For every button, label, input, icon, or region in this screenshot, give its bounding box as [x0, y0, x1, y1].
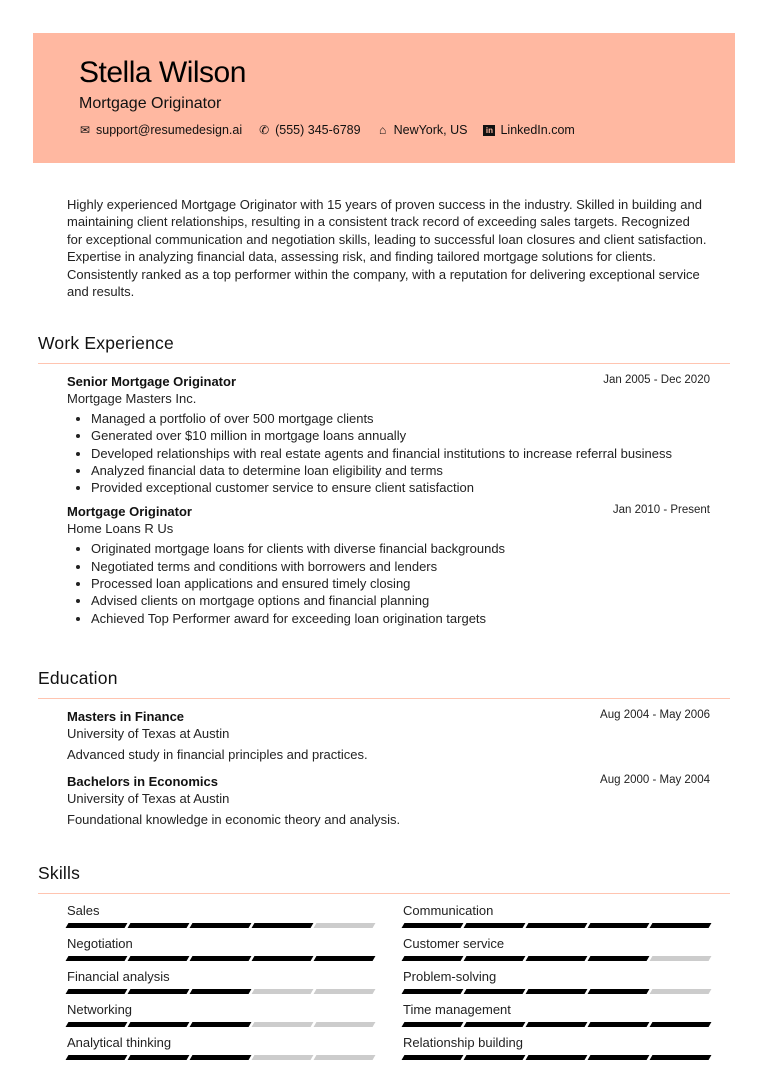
skill-name: Sales — [67, 903, 100, 918]
skill-segment-filled — [66, 989, 128, 994]
skill-segment-filled — [526, 1022, 588, 1027]
home-icon: ⌂ — [378, 123, 387, 137]
candidate-name: Stella Wilson — [79, 56, 246, 89]
phone-icon: ✆ — [259, 123, 270, 137]
work-entry — [67, 374, 730, 496]
skill-item — [67, 969, 403, 994]
skill-item — [67, 903, 403, 928]
skill-segment-filled — [128, 923, 190, 928]
skill-item — [403, 903, 739, 928]
skill-segment-filled — [464, 1055, 526, 1060]
skill-segment-filled — [252, 956, 314, 961]
skill-segment-filled — [526, 923, 588, 928]
contact-location — [377, 123, 468, 137]
skill-segment-filled — [190, 989, 252, 994]
contact-email[interactable] — [79, 123, 242, 137]
skill-segment-filled — [650, 923, 712, 928]
education-description: Foundational knowledge in economic theory and analysis. — [67, 812, 401, 827]
skill-segment-filled — [66, 1022, 128, 1027]
section-heading: Skills — [38, 863, 730, 894]
education-entry — [67, 774, 730, 827]
skill-segment-filled — [650, 1022, 712, 1027]
contact-text: NewYork, US — [393, 123, 468, 137]
job-dates: Jan 2005 - Dec 2020 — [603, 374, 710, 386]
skill-level-bar — [67, 1055, 403, 1060]
skill-level-bar — [67, 989, 403, 994]
skill-segment-empty — [314, 1022, 376, 1027]
bullet-item: • Negotiated terms and conditions with borrowers and lenders — [91, 558, 730, 575]
skill-segment-filled — [402, 923, 464, 928]
degree: Masters in Finance — [67, 709, 185, 724]
company-name: Mortgage Masters Inc. — [67, 391, 197, 406]
education-dates: Aug 2004 - May 2006 — [600, 709, 710, 721]
skill-segment-filled — [588, 956, 650, 961]
contact-list — [79, 123, 735, 137]
job-title: Mortgage Originator — [67, 504, 192, 520]
school-name: University of Texas at Austin — [67, 791, 230, 806]
skill-segment-empty — [650, 989, 712, 994]
education-section — [38, 668, 730, 827]
skill-segment-filled — [402, 1055, 464, 1060]
school-name: University of Texas at Austin — [67, 726, 230, 741]
bullet-item: • Provided exceptional customer service to ensure client satisfaction — [91, 479, 730, 496]
skills-section — [38, 863, 730, 1060]
skill-segment-filled — [128, 989, 190, 994]
envelope-icon: ✉ — [79, 123, 91, 137]
skill-level-bar — [67, 1022, 403, 1027]
education-description: Advanced study in financial principles and practices. — [67, 747, 368, 762]
skill-level-bar — [67, 956, 403, 961]
skill-name: Customer service — [403, 936, 505, 951]
skill-name: Time management — [403, 1002, 511, 1017]
skill-segment-empty — [314, 923, 376, 928]
resume-header — [33, 33, 735, 163]
work-entry — [67, 504, 730, 626]
skill-segment-empty — [314, 989, 376, 994]
skill-segment-filled — [190, 1022, 252, 1027]
skill-segment-filled — [464, 989, 526, 994]
skill-segment-filled — [66, 1055, 128, 1060]
skill-level-bar — [403, 956, 739, 961]
skill-segment-empty — [314, 1055, 376, 1060]
education-dates: Aug 2000 - May 2004 — [600, 774, 710, 786]
skill-item — [67, 1035, 403, 1060]
candidate-title: Mortgage Originator — [79, 95, 222, 112]
skill-segment-filled — [190, 1055, 252, 1060]
company-name: Home Loans R Us — [67, 521, 174, 537]
skill-segment-filled — [464, 923, 526, 928]
skill-segment-filled — [402, 1022, 464, 1027]
skill-segment-empty — [252, 1055, 314, 1060]
skill-segment-empty — [252, 989, 314, 994]
skill-segment-filled — [128, 956, 190, 961]
skill-segment-filled — [66, 923, 128, 928]
bullet-item: • Achieved Top Performer award for exceeding loan origination targets — [91, 610, 730, 627]
bullet-item: • Managed a portfolio of over 500 mortgage clients — [91, 410, 730, 427]
skill-segment-filled — [190, 956, 252, 961]
skill-item — [403, 936, 739, 961]
bullet-item: • Generated over $10 million in mortgage loans annually — [91, 427, 730, 444]
skill-segment-filled — [128, 1055, 190, 1060]
skill-name: Networking — [67, 1002, 133, 1017]
skill-name: Relationship building — [403, 1035, 523, 1050]
bullet-item: • Advised clients on mortgage options and financial planning — [91, 592, 730, 609]
skill-segment-filled — [66, 956, 128, 961]
skill-name: Negotiation — [67, 936, 133, 951]
skill-segment-filled — [402, 989, 464, 994]
skill-name: Problem-solving — [403, 969, 497, 984]
skill-item — [67, 1002, 403, 1027]
job-dates: Jan 2010 - Present — [612, 504, 710, 517]
skill-segment-filled — [526, 989, 588, 994]
bullet-item: • Originated mortgage loans for clients with diverse financial backgrounds — [91, 540, 730, 557]
section-heading: Education — [38, 668, 730, 699]
job-title: Senior Mortgage Originator — [67, 374, 237, 389]
skill-segment-filled — [402, 956, 464, 961]
contact-phone[interactable] — [258, 123, 360, 137]
skill-item — [403, 969, 739, 994]
bullet-list — [91, 410, 730, 496]
skill-level-bar — [403, 989, 739, 994]
skill-segment-empty — [252, 1022, 314, 1027]
bullet-item: • Analyzed financial data to determine loan eligibility and terms — [91, 462, 730, 479]
skill-name: Financial analysis — [67, 969, 170, 984]
bullet-list — [91, 540, 730, 626]
skill-segment-filled — [588, 923, 650, 928]
section-heading: Work Experience — [38, 333, 730, 364]
degree: Bachelors in Economics — [67, 774, 218, 789]
skill-segment-filled — [588, 1055, 650, 1060]
contact-text: (555) 345-6789 — [275, 123, 361, 137]
skill-segment-empty — [650, 956, 712, 961]
bullet-item: • Developed relationships with real estate agents and financial institutions to increase referral business — [91, 445, 730, 462]
contact-text: LinkedIn.com — [500, 123, 575, 137]
skill-segment-filled — [252, 923, 314, 928]
skill-segment-filled — [464, 1022, 526, 1027]
skill-segment-filled — [464, 956, 526, 961]
summary: Highly experienced Mortgage Originator with 15 years of proven success in the industry. Skilled in building and maintaining client relationships, resulting in a consistent track record of exceeding sales targets. Recognized for exceptional communication and negotiation skills, leading to successful loan closures and client satisfaction. Expertise in analyzing financial data, assessing risk, and finding tailored mortgage solutions for clients. Consistently ranked as a top performer within the company, with a reputation for delivering exceptional service and results. — [67, 197, 707, 300]
skill-segment-filled — [526, 956, 588, 961]
skill-level-bar — [403, 923, 739, 928]
skill-name: Communication — [403, 903, 494, 918]
skill-segment-filled — [190, 923, 252, 928]
linkedin-icon: in — [483, 125, 495, 136]
contact-linkedin[interactable] — [483, 123, 574, 137]
skill-level-bar — [67, 923, 403, 928]
skill-segment-filled — [128, 1022, 190, 1027]
skill-item — [403, 1035, 739, 1060]
skill-item — [67, 936, 403, 961]
bullet-item: • Processed loan applications and ensured timely closing — [91, 575, 730, 592]
skill-segment-filled — [314, 956, 376, 961]
skill-name: Analytical thinking — [67, 1035, 172, 1050]
work-experience-section — [38, 333, 730, 627]
skill-level-bar — [403, 1022, 739, 1027]
skill-segment-filled — [650, 1055, 712, 1060]
education-entry — [67, 709, 730, 762]
skill-item — [403, 1002, 739, 1027]
skill-level-bar — [403, 1055, 739, 1060]
skill-segment-filled — [588, 1022, 650, 1027]
contact-text: support@resumedesign.ai — [96, 123, 243, 137]
skill-segment-filled — [526, 1055, 588, 1060]
skill-segment-filled — [588, 989, 650, 994]
